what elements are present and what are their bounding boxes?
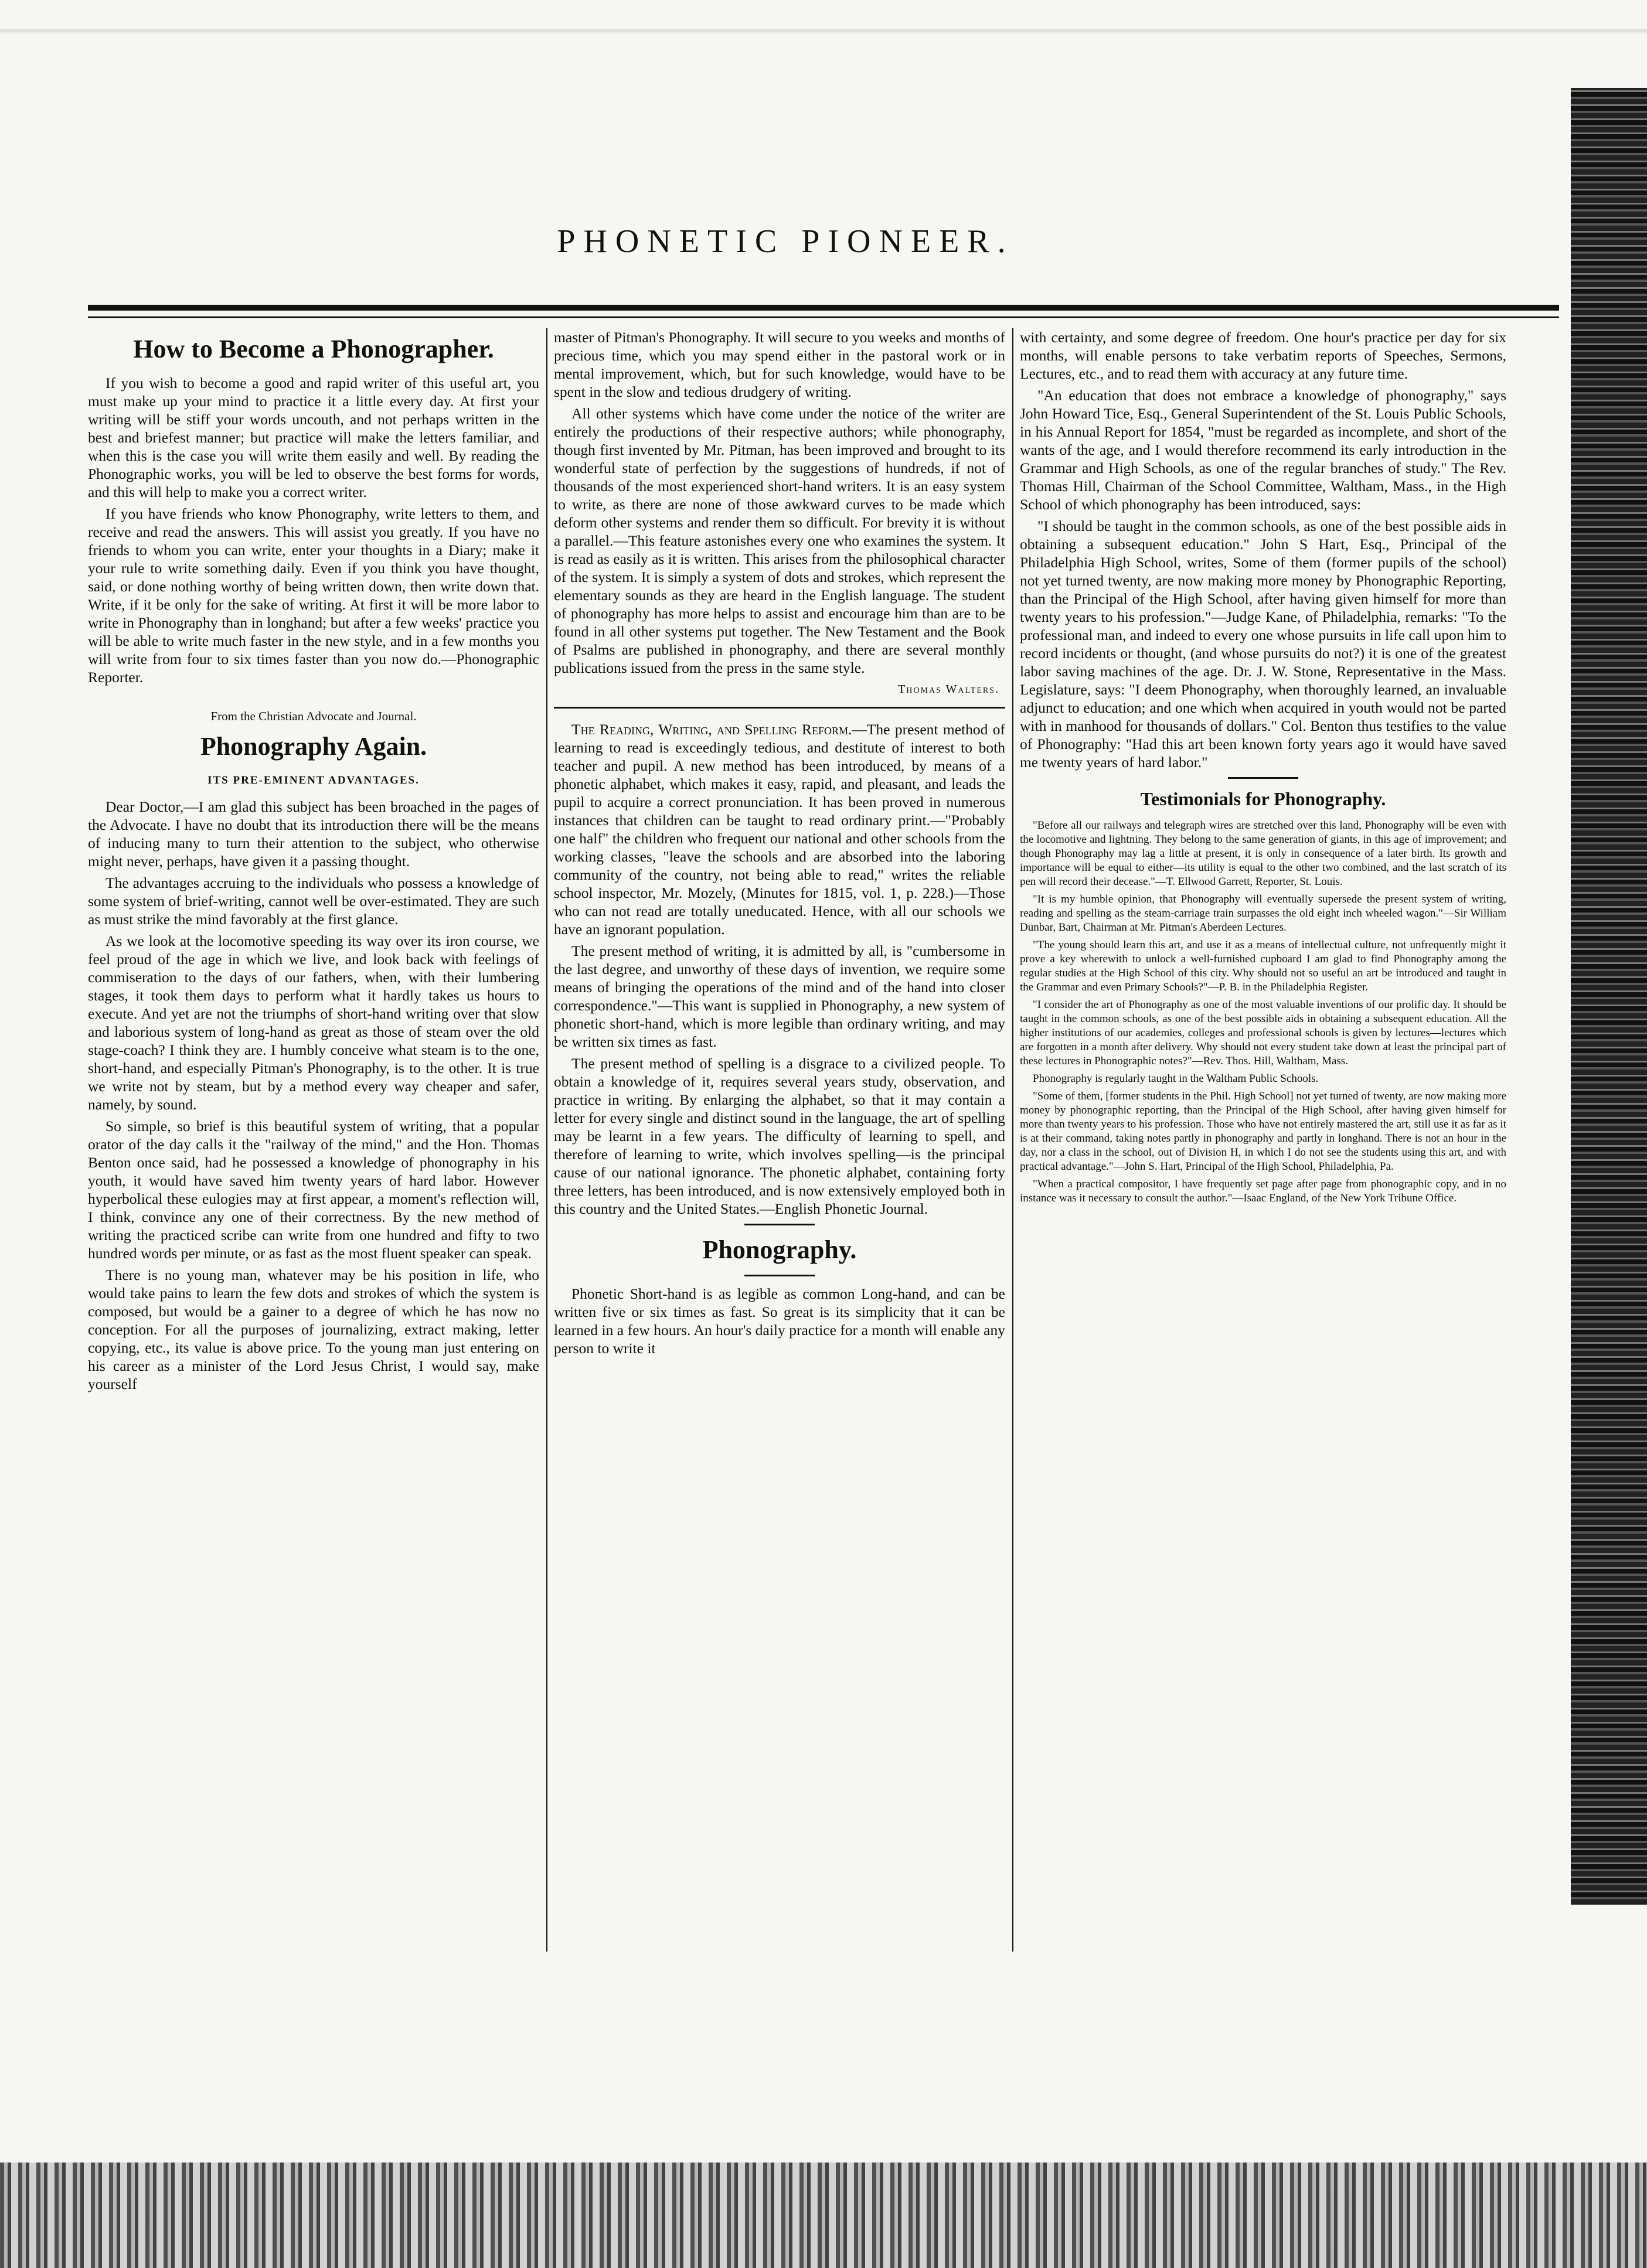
section-rule: [554, 707, 1005, 709]
signature: Thomas Walters.: [898, 683, 999, 696]
column-divider: [1012, 328, 1013, 1952]
testimonial: "The young should learn this art, and use it as a means of intellectual culture, not unfrequently might it prove a key wherewith to unlock a well-furnished cupboard I am glad to find Phonography among the regular studies at the High School of this city. Why should not so useful an art be introduced and taught in the Grammar and even Primary Schools?"—P. B. in the Philadelphia Register.: [1020, 939, 1506, 993]
paragraph: [554, 720, 1005, 938]
testimonials-list: [1020, 819, 1506, 1205]
paragraph: with certainty, and some degree of freedom. One hour's practice per day for six months, will enable persons to take verbatim reports of Speeches, Sermons, Lectures, etc., and to read them with accuracy at any future time.: [1020, 329, 1506, 382]
paragraph: "An education that does not embrace a knowledge of phonography," says John Howard Tice, Esq., General Superintendent of the St. Louis Public Schools, in his Annual Report for 1854, "must be regarded as incomplete, and short of the wants of the age, and I would therefore recommend its early introduction in the Grammar and High Schools, as one of the regular branches of study." The Rev. Thomas Hill, Chairman of the School Committee, Waltham, Mass., in the High School of which phonography has been introduced, says:: [1020, 387, 1506, 513]
paragraph: Dear Doctor,—I am glad this subject has been broached in the pages of the Advocate. I have no doubt that its introduction there will be the means of inducing many to turn their attention to the subject, who otherwise might never, perhaps, have given it a passing thought.: [88, 798, 539, 870]
paragraph: master of Pitman's Phonography. It will secure to you weeks and months of precious time, which you may spend either in the pastoral work or in mental improvement, which, but for such knowledge, would have to be spent in the slow and tedious drudgery of writing.: [554, 329, 1005, 400]
short-rule: [1228, 777, 1298, 779]
paragraph: If you wish to become a good and rapid writer of this useful art, you must make up your mind to practice it a little every day. At first your writing will be stiff your words uncouth, and not perhaps written in the best and briefest manner; but practice will make the letters familiar, and when this is the case you will write them easily and well. By reading the Phonographic works, you will be led to observe the best forms for words, and this will help to make you a correct writer.: [88, 374, 539, 500]
masthead-title: PHONETIC PIONEER.: [557, 223, 1014, 260]
paragraph: Phonetic Short-hand is as legible as common Long-hand, and can be written five or six times as fast. So great is its simplicity that it can be learned in a few hours. An hour's daily practice for a month will enable any person to write it: [554, 1285, 1005, 1357]
masthead-rule-thin: [88, 316, 1559, 318]
scan-edge-right: [1571, 88, 1647, 1905]
paragraph: The advantages accruing to the individuals who possess a knowledge of some system of brief-writing, cannot well be over-estimated. They are such as must strike the mind favorably at the first glance.: [88, 874, 539, 928]
paragraph: So simple, so brief is this beautiful system of writing, that a popular orator of the day calls it the "railway of the mind," and the Hon. Thomas Benton once said, had he possessed a knowledge of phonography in his youth, it would have saved him twenty years of hard labor. However hyperbolical these eulogies may at first appear, a moment's reflection will, I think, convince any one of their correctness. By the new method of writing the practiced scribe can write from one hundred and fifty to two hundred words per minute, or as fast as the most fluent speaker can speak.: [88, 1118, 539, 1262]
article-subhead: ITS PRE-EMINENT ADVANTAGES.: [207, 774, 420, 786]
testimonial: Phonography is regularly taught in the Waltham Public Schools.: [1033, 1072, 1319, 1085]
scan-edge-bottom: [0, 2163, 1647, 2268]
reform-text: —The present method of learning to read is exceedingly tedious, and destitute of interest to both teacher and pupil. A new method has been introduced, by means of a phonetic alphabet, which makes it easy, rapid, and pleasant, and leads the pupil to acquire a correct pronunciation. It has been proved in numerous instances that children can be taught to read ordinary print.—"Probably one half" the children who frequent our national and other schools from the working classes, "leave the schools and are absorbed into the laboring community of the country, not being able to read," writes the reliable school inspector, Mr. Mozely, (Minutes for 1815, vol. 1, p. 228.)—Those who can not read are totally uneducated. Hence, with all our schools we have an ignorant population.: [554, 721, 1005, 938]
column-2: [554, 328, 1005, 1952]
testimonial: "It is my humble opinion, that Phonography will eventually supersede the present system of writing, reading and spelling as the steam-carriage train surpasses the old eight inch wheeled wagon."—Sir William Dunbar, Bart, Chairman at Mr. Pitman's Aberdeen Lectures.: [1020, 893, 1506, 934]
paragraph: "I should be taught in the common schools, as one of the best possible aids in obtaining a subsequent education." John S Hart, Esq., Principal of the Philadelphia High School, writes, Some of them (former pupils of the school) not yet turned twenty, are now making more money by Phonographic Reporting, than the Principal of the High School, after having given himself for more than twenty years to his profession."—Judge Kane, of Philadelphia, remarks: "To the professional man, and indeed to every one whose pursuits in life call upon him to record incidents or thought, (and whose pursuits do not?) it is one of the greatest labor saving machines of the age. Dr. J. W. Stone, Representative in the Mass. Legislature, says: "I deem Phonography, when thoroughly learned, an invaluable adjunct to education; and one which when acquired in youth would not be parted with in manhood for thousands of dollars." Col. Benton thus testifies to the value of Phonography: "Had this art been known forty years ago it would have saved me twenty years of hard labor.": [1020, 517, 1506, 771]
short-rule: [744, 1275, 815, 1276]
paragraph: The present method of writing, it is admitted by all, is "cumbersome in the last degree, and unworthy of these days of invention, we require some means of bringing the operations of the mind and of the hand into closer correspondence."—This want is supplied in Phonography, a new system of phonetic short-hand, which is more legible than ordinary writing, and may be written six times as fast.: [554, 942, 1005, 1050]
article-headline: Phonography.: [702, 1235, 857, 1264]
testimonial: "When a practical compositor, I have frequently set page after page from phonographic copy, and in no instance was it necessary to consult the author."—Isaac England, of the New York Tribune Office.: [1020, 1178, 1506, 1204]
column-3: [1020, 328, 1506, 1952]
paragraph: If you have friends who know Phonography, write letters to them, and receive and read the answers. This will assist you greatly. If you have no friends to whom you can write, enter your thoughts in a Diary; make it your rule to write something daily. Even if you think you have thought, said, or done nothing worthy of being written down, then write down that. Write, if it be only for the sake of writing. At first it will be more labor to write in Phonography than in longhand; but after a few weeks' practice you will be able to write much faster in the new style, and in a few months you will write from four to six times faster than you now do.—Phonographic Reporter.: [88, 505, 539, 686]
testimonial: "Some of them, [former students in the Phil. High School] not yet turned of twenty, are now making more money by phonographic reporting, than the Principal of the High School, after having given himself for more than twenty years to his profession. Those who have not entirely mastered the art, still use it as far as it is at their command, taking notes partly in phonography and partly in longhand. There is not an hour in the day, nor a class in the school, out of Division H, in which I do not see the students using this art, and with practical advantage."—John S. Hart, Principal of the High School, Philadelphia, Pa.: [1020, 1090, 1506, 1173]
column-divider: [546, 328, 547, 1952]
testimonial: "Before all our railways and telegraph wires are stretched over this land, Phonography will be even with the locomotive and lightning. They belong to the same generation of giants, in this age of improvement; and though Phonography may lag a little at present, it is only in consequence of a later birth. Its growth and importance will be equal to either—its utility is equal to the other two combined, and the last scratch of its pen will record their decease."—T. Ellwood Garrett, Reporter, St. Louis.: [1020, 819, 1506, 888]
paragraph: There is no young man, whatever may be his position in life, who would take pains to learn the few dots and strokes of which the system is composed, but would be a gainer to a degree of which he has now no conception. For all the purposes of journalizing, extract making, letter copying, etc., its value is above price. To the young man just entering on his career as a minister of the Lord Jesus Christ, I would say, make yourself: [88, 1266, 539, 1392]
paragraph: As we look at the locomotive speeding its way over its iron course, we feel proud of the age in which we live, and look back with feelings of commiseration to the days of our fathers, when, with their lumbering stages, it took them days to perform what it hardly takes us hours to execute. And yet are not the triumphs of short-hand writing over that slow and laborious system of long-hand as great as those of steam over the old stage-coach? I think they are. I humbly conceive what steam is to the one, short-hand, and especially Pitman's Phonography, is to the other. It is true we write not by steam, but by a method every way cheaper and safer, namely, by sound.: [88, 932, 539, 1113]
reform-title: The Reading, Writing, and Spelling Reform.: [571, 721, 852, 738]
column-1: [88, 328, 539, 1952]
article-headline: Testimonials for Phonography.: [1140, 788, 1386, 809]
paragraph: All other systems which have come under the notice of the writer are entirely the productions of their respective authors; while phonography, though first invented by Mr. Pitman, has been improved and brought to its wonderful state of perfection by the suggestions of hundreds, if not of thousands of the most experienced short-hand writers. It is an easy system to write, as there are none of those awkward curves to be made which deform other systems and render them so difficult. For brevity it is without a parallel.—This feature astonishes every one who examines the system. It is read as easily as it is written. This arises from the philosophical character of the system. It is simply a system of dots and strokes, which represent the elementary sounds as they are heard in the English language. The student of phonography has more helps to assist and encourage him than are to be found in all other systems put together. The New Testament and the Book of Psalms are published in phonography, and there are several monthly publications issued from the press in the same style.: [554, 405, 1005, 676]
article-headline: How to Become a Phonographer.: [133, 335, 494, 363]
scan-edge-top: [0, 0, 1647, 53]
testimonial: "I consider the art of Phonography as one of the most valuable inventions of our prolific day. It should be taught in the common schools, as one of the best possible aids in obtaining a subsequent education. All the higher institutions of our academies, colleges and professional schools is given by lectures—lectures which are forgotten in a month after delivery. Why should not every student take down at least the principal part of these lectures in Phonographic notes?"—Rev. Thos. Hill, Waltham, Mass.: [1020, 999, 1506, 1067]
masthead-rule: [88, 305, 1559, 311]
paragraph: The present method of spelling is a disgrace to a civilized people. To obtain a knowledge of it, requires several years study, observation, and practice in writing. By enlarging the alphabet, so that it may contain a letter for every single and distinct sound in the language, the art of spelling may be learnt in a few years. The difficulty of learning to spell, and therefore of learning to write, which involves spelling—is the principal cause of our national ignorance. The phonetic alphabet, containing forty three letters, has been introduced, and is now extensively employed both in this country and the United States.—English Phonetic Journal.: [554, 1055, 1005, 1217]
article-headline: Phonography Again.: [200, 732, 427, 761]
source-credit: From the Christian Advocate and Journal.: [210, 709, 417, 723]
short-rule: [744, 1224, 815, 1225]
